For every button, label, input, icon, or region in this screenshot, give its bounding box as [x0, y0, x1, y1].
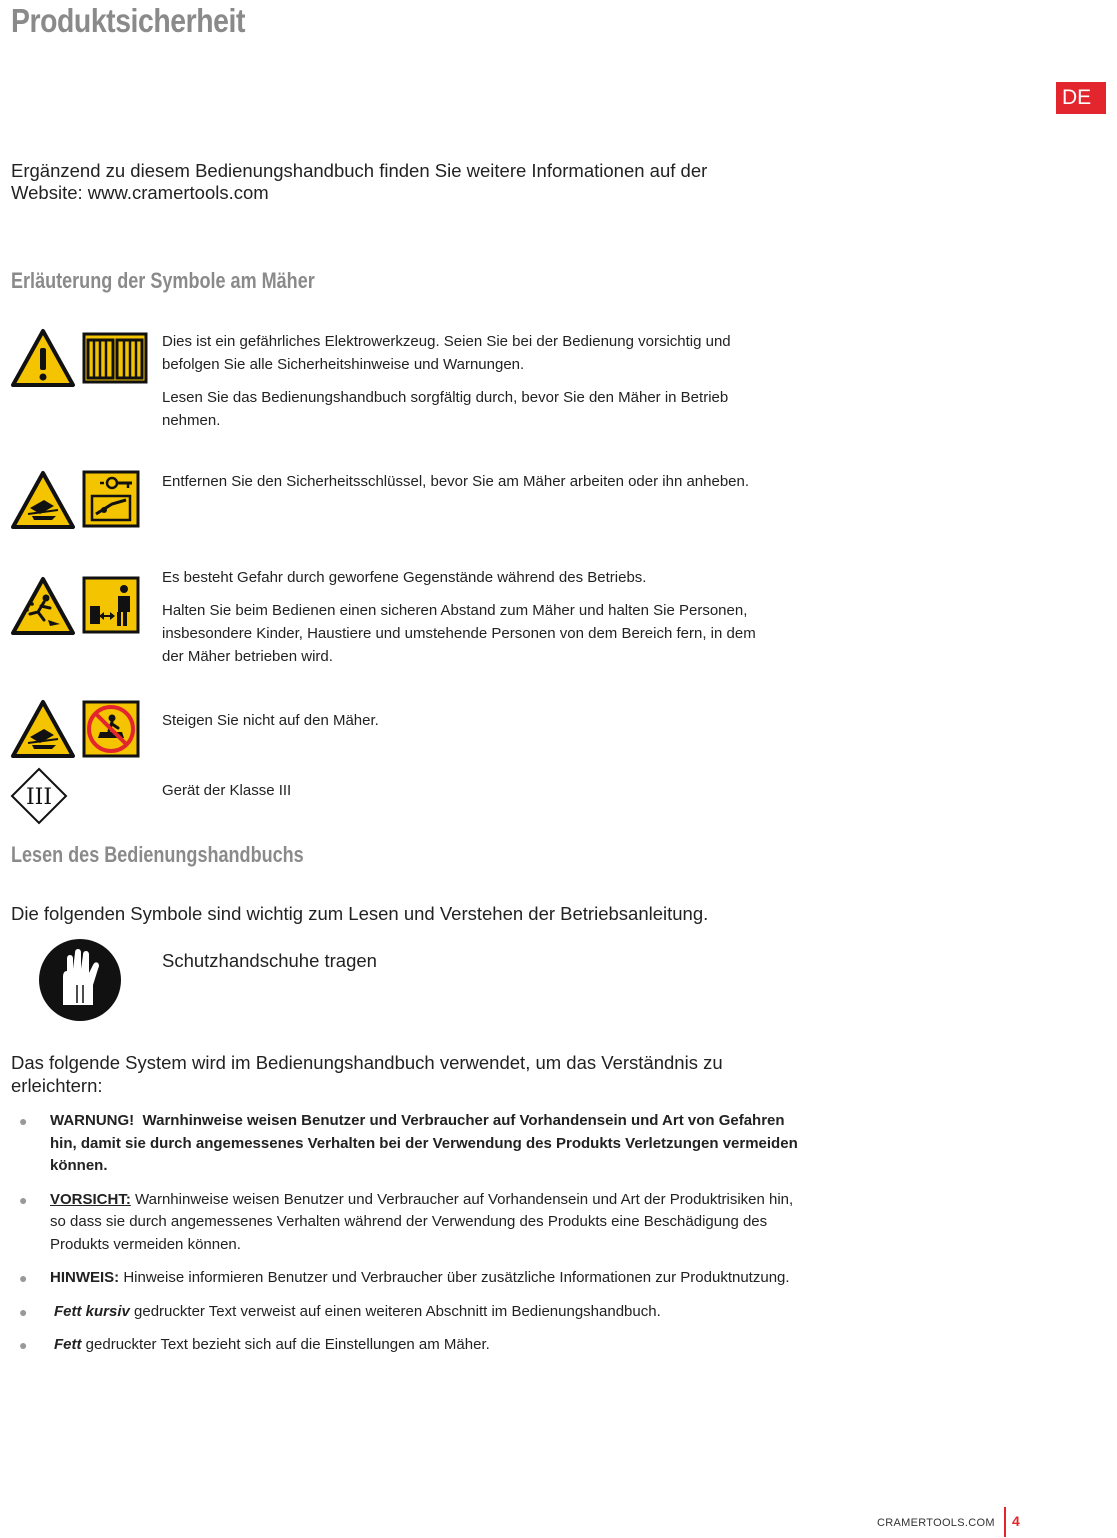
class-iii-label: III: [25, 785, 53, 810]
manual-lead-text: Die folgenden Symbole sind wichtig zum Lesen und Verstehen der Betriebsanleitung.: [11, 903, 709, 924]
thrown-objects-icon: [10, 576, 76, 636]
bullet-term-warnung: WARNUNG!: [50, 1112, 135, 1129]
manual-book-icon: [82, 332, 148, 384]
blade-hazard-icon: [10, 699, 76, 759]
gloves-label: Schutzhandschuhe tragen: [162, 950, 377, 971]
bullet-dot: ●: [19, 1270, 28, 1286]
symbol-row-1-para-2: Lesen Sie das Bedienungshandbuch sorgfältig durch, bevor Sie den Mäher in Betrieb nehmen.: [162, 389, 729, 429]
symbol-row-3-para-1: Es besteht Gefahr durch geworfene Gegenstände während des Betriebs.: [162, 569, 647, 586]
list-item: [11, 1110, 801, 1178]
symbol-row-5-text: [162, 779, 772, 812]
symbol-row-1-para-1: Dies ist ein gefährliches Elektrowerkzeug. Seien Sie bei der Bedienung vorsichtig und befolgen Sie alle Sicherheitshinweise und Warnungen.: [162, 333, 731, 373]
bullet-dot: ●: [19, 1113, 28, 1129]
bullet-text: Warnhinweise weisen Benutzer und Verbraucher auf Vorhandensein und Art von Gefahren hin, damit sie durch angemessenes Verhalten bei der Verwendung des Produkts Verletzungen vermeiden können.: [50, 1112, 798, 1174]
symbol-row-2-para-1: Entfernen Sie den Sicherheitsschlüssel, bevor Sie am Mäher arbeiten oder ihn anheben.: [162, 473, 750, 490]
no-riding-icon: [82, 700, 140, 758]
bullet-text: gedruckter Text bezieht sich auf die Einstellungen am Mäher.: [85, 1336, 490, 1353]
warning-triangle-icon: [10, 328, 76, 388]
symbols-section-heading: Erläuterung der Symbole am Mäher: [11, 268, 315, 293]
blade-hazard-icon: [10, 470, 76, 530]
page-number: 4: [1012, 1513, 1020, 1529]
keep-distance-icon: [82, 576, 140, 634]
bullet-text: Warnhinweise weisen Benutzer und Verbraucher auf Vorhandensein und Art der Produktrisiken hin, so dass sie durch angemessenes Verhalten während der Verwendung des Produkts eine Beschädigung des Produkts vermeiden können.: [50, 1190, 794, 1253]
bullet-dot: ●: [19, 1337, 28, 1353]
symbol-row-3-text: [162, 566, 772, 678]
bullet-term-hinweis: HINWEIS:: [50, 1269, 120, 1286]
bullet-term-fett-kursiv: Fett kursiv: [54, 1302, 130, 1320]
footer-divider: [1004, 1507, 1006, 1537]
symbol-row-3-para-2: Halten Sie beim Bedienen einen sicheren Abstand zum Mäher und halten Sie Personen, insbesondere Kinder, Haustiere und umstehende Personen von dem Bereich fern, in dem der Mäher betrieben wird.: [162, 602, 756, 665]
system-intro-text: Das folgende System wird im Bedienungshandbuch verwendet, um das Verständnis zu erleichtern:: [11, 1052, 723, 1096]
manual-section-heading: Lesen des Bedienungshandbuchs: [11, 842, 304, 867]
intro-text: Ergänzend zu diesem Bedienungshandbuch finden Sie weitere Informationen auf der Website: www.cramertools.com: [11, 160, 708, 203]
bullet-text: gedruckter Text verweist auf einen weiteren Abschnitt im Bedienungshandbuch.: [134, 1302, 661, 1320]
gloves-icon: [37, 937, 123, 1023]
bullet-text: Hinweise informieren Benutzer und Verbraucher über zusätzliche Informationen zur Produktnutzung.: [123, 1269, 790, 1286]
bullet-dot: ●: [19, 1303, 28, 1320]
list-item: [11, 1334, 801, 1357]
list-item: [11, 1267, 801, 1290]
symbol-row-4-para-1: Steigen Sie nicht auf den Mäher.: [162, 712, 379, 729]
bullet-term-fett: Fett: [54, 1336, 82, 1353]
symbol-row-4-text: [162, 709, 772, 742]
page-title: Produktsicherheit: [11, 2, 245, 39]
symbol-row-5-para-1: Gerät der Klasse III: [162, 782, 292, 799]
bullet-dot: ●: [19, 1191, 28, 1208]
bullet-term-vorsicht: VORSICHT:: [50, 1190, 131, 1208]
language-badge: DE: [1056, 82, 1106, 114]
remove-key-icon: [82, 470, 140, 528]
list-item: [11, 1189, 801, 1257]
list-item: [11, 1301, 801, 1324]
footer-website: CRAMERTOOLS.COM: [877, 1517, 995, 1529]
class-iii-icon: [10, 767, 68, 825]
symbol-row-1-text: [162, 330, 772, 442]
convention-list: [11, 1110, 801, 1368]
symbol-row-2-text: [162, 470, 802, 503]
